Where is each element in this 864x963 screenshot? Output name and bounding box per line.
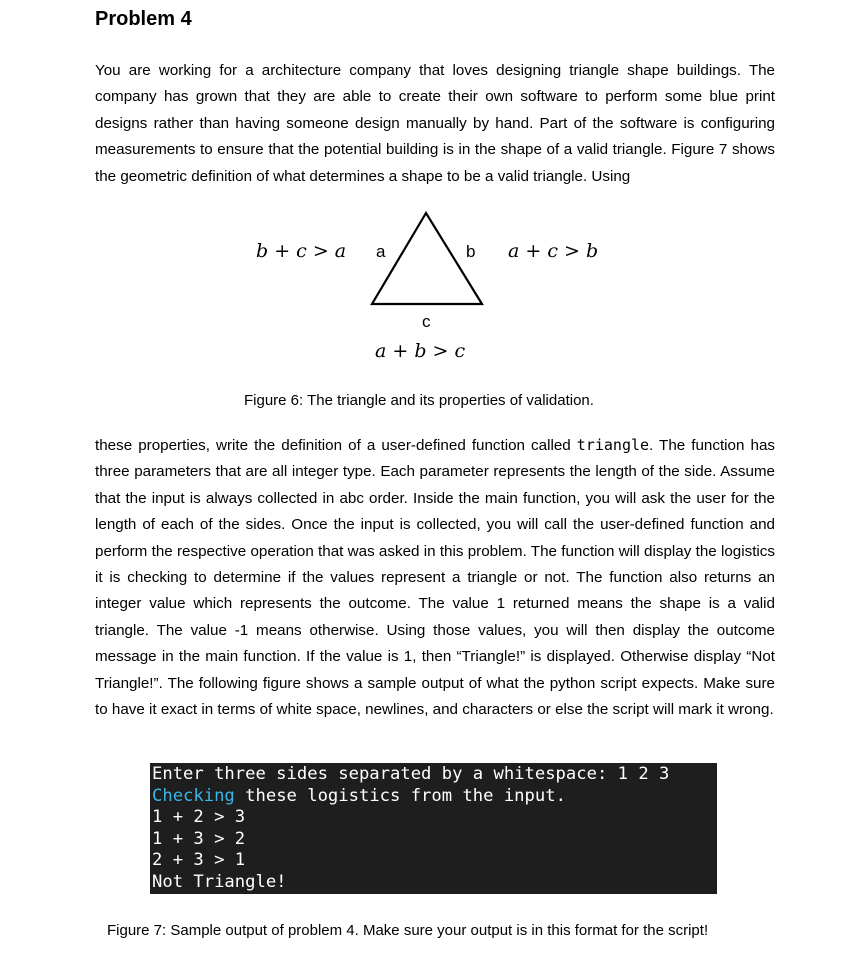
equation-right: a + c > b — [508, 240, 599, 262]
terminal-line-check-1: 1 + 2 > 3 — [152, 807, 246, 828]
problem-title: Problem 4 — [95, 8, 192, 30]
terminal-line-checking-rest: these logistics from the input. — [234, 785, 566, 806]
instructions-text-rest: . The function has three parameters that are all integer type. Each parameter represents the length of the side. Assume that the input is always collected in abc order. Inside the main function, you will ask the user for the length of each of the sides. Once the input is collected, you will call the user-defined function and perform the respective operation that was asked in this problem. The function will display the logistics it is checking to determine if the values represent a triangle or not. The function also returns an integer value which represents the outcome. The value 1 returned means the shape is a valid triangle. The value -1 means otherwise. Using those values, you will then display the outcome message in the main function. If the value is 1, then “Triangle!” is displayed. Otherwise display “Not Triangle!”. The following figure shows a sample output of what the python script expects. Make sure to have it exact in terms of white space, newlines, and characters or else the script will mark it wrong. — [95, 437, 775, 719]
terminal-line-result: Not Triangle! — [152, 871, 287, 892]
equation-left: b + c > a — [256, 240, 347, 262]
instructions-paragraph — [95, 432, 775, 723]
terminal-line-prompt: Enter three sides separated by a whitespace: 1 2 3 — [152, 764, 670, 784]
side-label-c: c — [422, 312, 431, 331]
function-name-code: triangle — [576, 436, 650, 454]
terminal-line-check-2: 1 + 3 > 2 — [152, 828, 246, 849]
side-label-a: a — [376, 242, 386, 261]
terminal-line-checking — [152, 786, 717, 808]
side-label-b: b — [466, 242, 476, 261]
equation-bottom: a + b > c — [375, 340, 466, 362]
terminal-line-check-3: 2 + 3 > 1 — [152, 850, 246, 871]
sample-output-terminal — [150, 763, 717, 894]
terminal-keyword-highlight: Checking — [152, 785, 235, 806]
intro-paragraph: You are working for a architecture company that loves designing triangle shape buildings. The company has grown that they are able to create their own software to perform some blue print designs rather than having someone design manually by hand. Part of the software is configuring measurements to ensure that the potential building is in the shape of a valid triangle. Figure 7 shows the geometric definition of what determines a shape to be a valid triangle. Using — [95, 62, 775, 185]
figure-7-caption: Figure 7: Sample output of problem 4. Make sure your output is in this format for the script! — [107, 922, 709, 939]
figure-6-caption: Figure 6: The triangle and its properties of validation. — [244, 392, 594, 409]
instructions-text-start: these properties, write the definition of a user-defined function called — [95, 437, 577, 454]
